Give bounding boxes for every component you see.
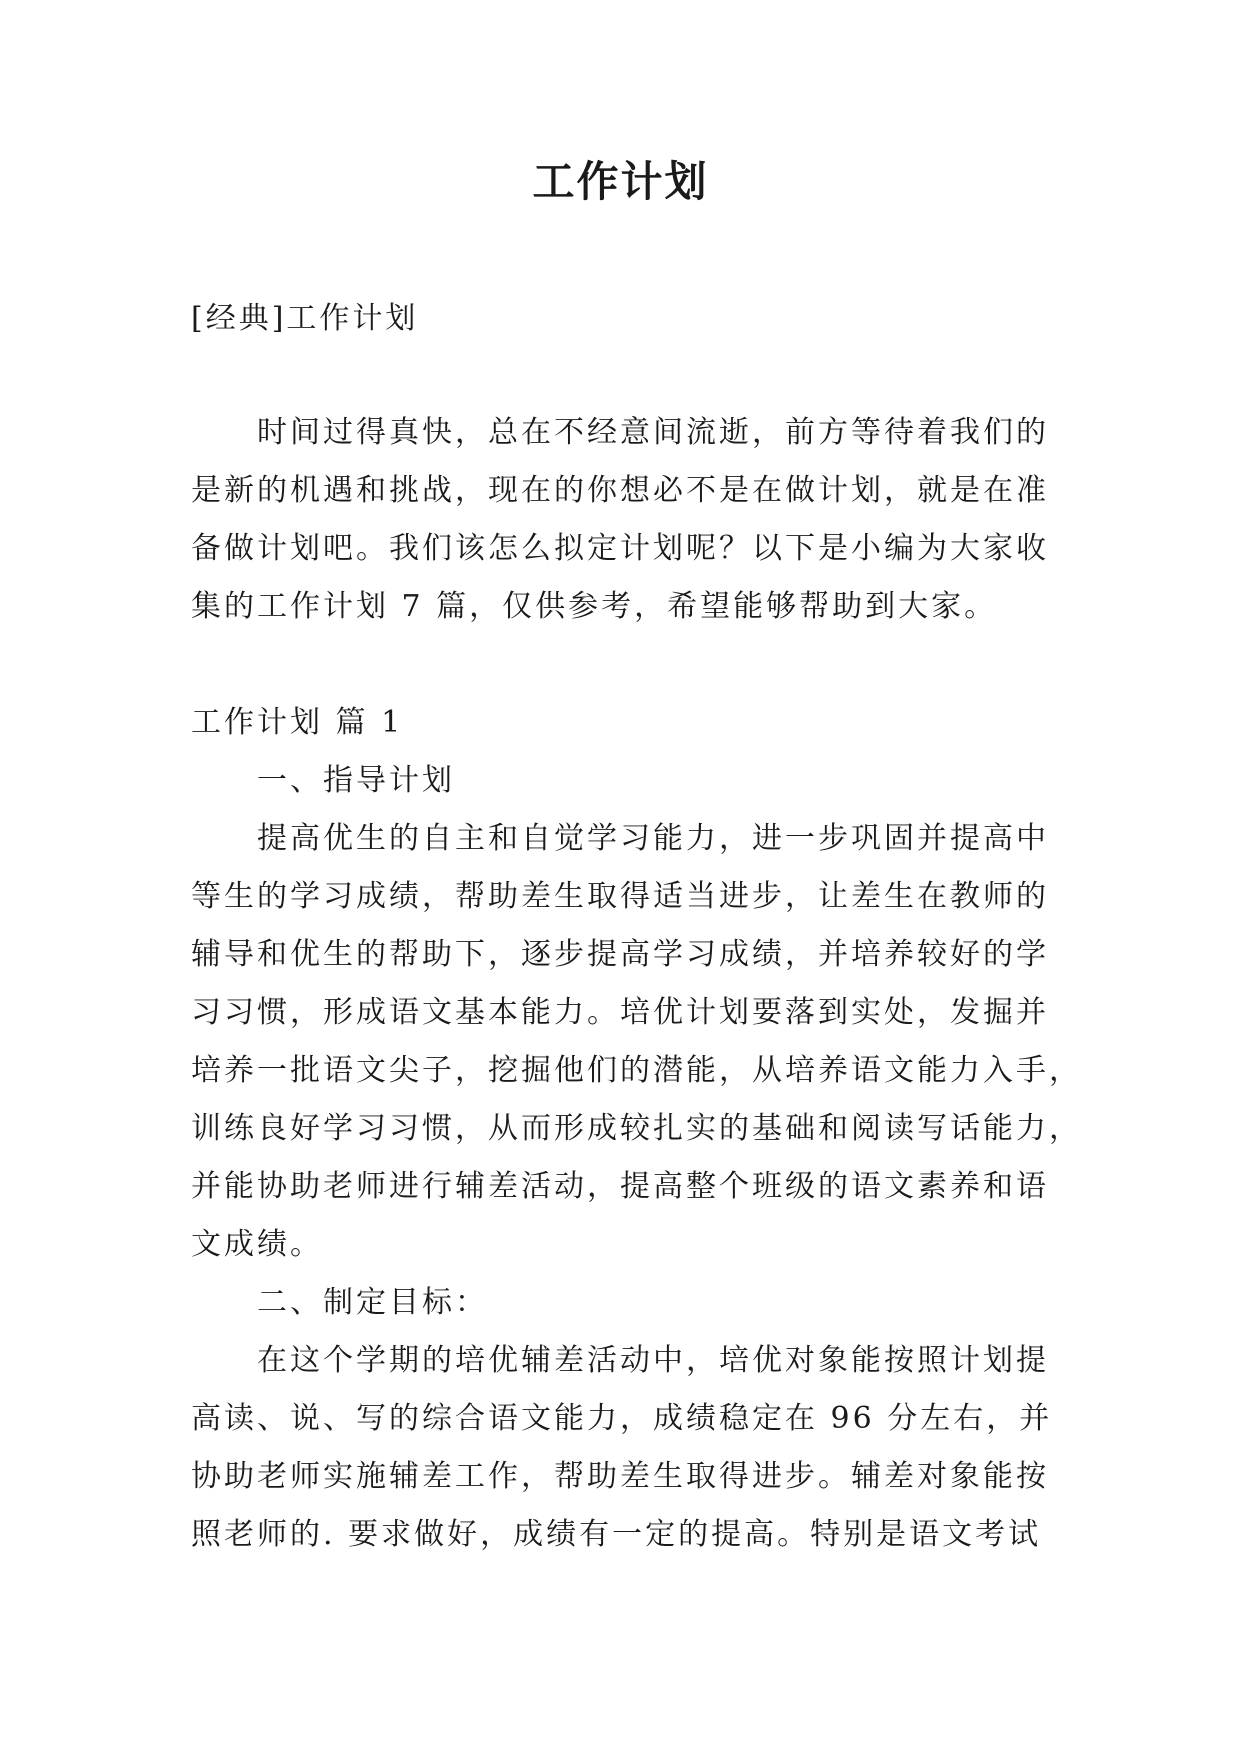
document-title: 工作计划: [532, 157, 709, 206]
part1-line: 辅导和优生的帮助下，逐步提高学习成绩，并培养较好的学: [191, 937, 1049, 972]
part1-line: 训练良好学习习惯，从而形成较扎实的基础和阅读写话能力，: [191, 1111, 1082, 1146]
intro-line: 是新的机遇和挑战，现在的你想必不是在做计划，就是在准: [191, 473, 1049, 508]
intro-paragraph: [191, 404, 1051, 636]
intro-line: 备做计划吧。我们该怎么拟定计划呢？以下是小编为大家收: [191, 531, 1049, 566]
intro-line: 集的工作计划 7 篇，仅供参考，希望能够帮助到大家。: [191, 589, 998, 624]
part1-line: 习习惯，形成语文基本能力。培优计划要落到实处，发掘并: [191, 995, 1049, 1030]
part1-line: 并能协助老师进行辅差活动，提高整个班级的语文素养和语: [191, 1169, 1049, 1204]
part2-line: 在这个学期的培优辅差活动中，培优对象能按照计划提: [257, 1343, 1049, 1378]
part1-heading: 一、指导计划: [257, 763, 455, 798]
part2-line: 高读、说、写的综合语文能力，成绩稳定在 96 分左右，并: [191, 1401, 1053, 1436]
section-heading: 工作计划 篇 1: [191, 705, 404, 740]
part2-line: 协助老师实施辅差工作，帮助差生取得进步。辅差对象能按: [191, 1459, 1049, 1494]
part1-line: 等生的学习成绩，帮助差生取得适当进步，让差生在教师的: [191, 879, 1049, 914]
intro-line: 时间过得真快，总在不经意间流逝，前方等待着我们的: [257, 415, 1049, 450]
part1-line: 培养一批语文尖子，挖掘他们的潜能，从培养语文能力入手，: [191, 1053, 1082, 1088]
subtitle-line: [经典]工作计划: [191, 301, 419, 336]
part1-line: 文成绩。: [191, 1227, 323, 1262]
section-1: [191, 694, 1082, 1564]
document-subtitle: [191, 290, 1051, 348]
part2-heading: 二、制定目标：: [257, 1285, 488, 1320]
part1-line: 提高优生的自主和自觉学习能力，进一步巩固并提高中: [257, 821, 1049, 856]
part2-line: 照老师的. 要求做好，成绩有一定的提高。特别是语文考试: [191, 1517, 1042, 1552]
